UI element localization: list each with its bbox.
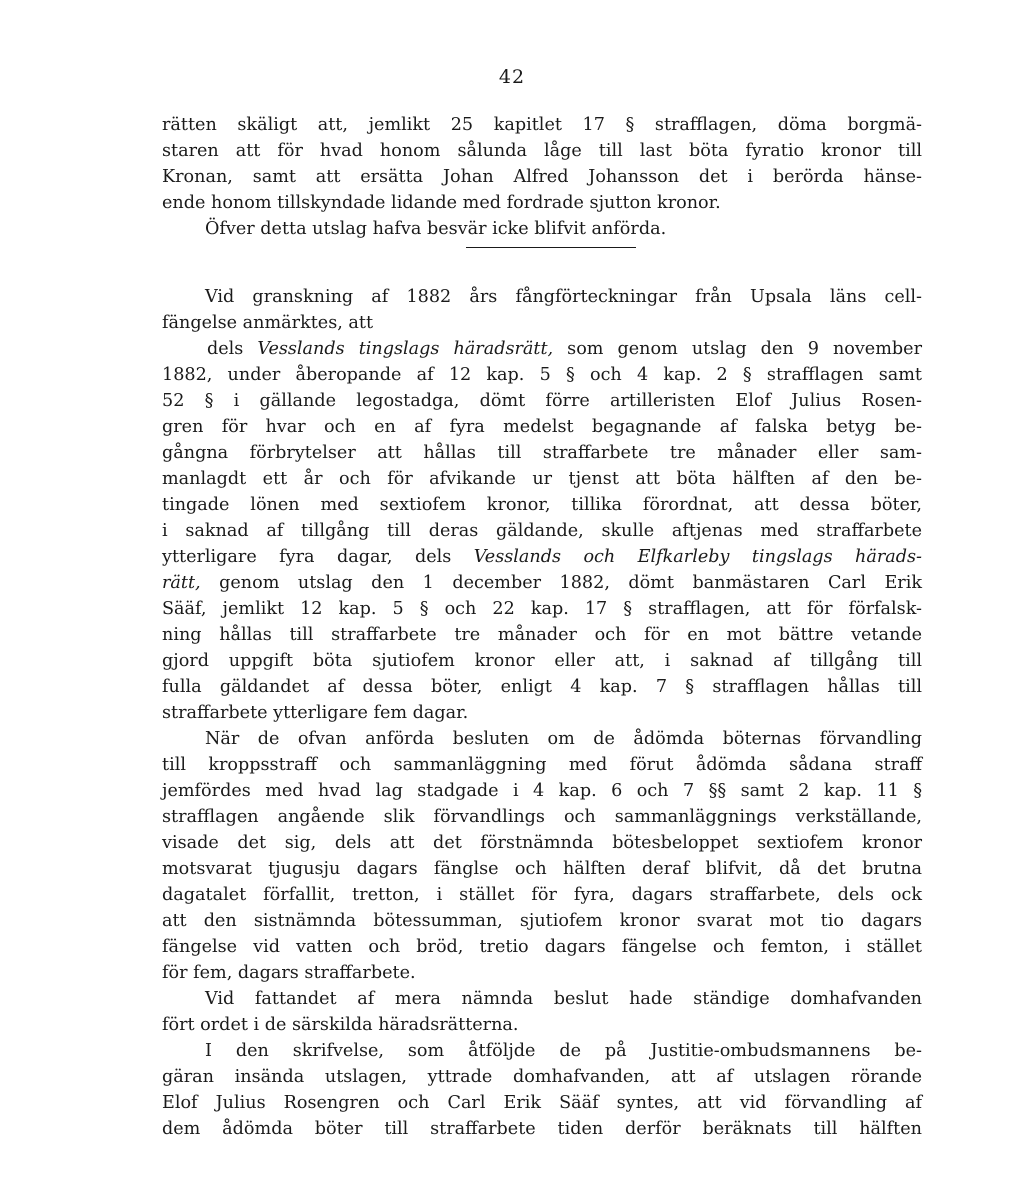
- text-line: [162, 544, 922, 570]
- text-line: visade det sig, dels att det förstnämnda bötesbeloppet sextiofem kronor: [162, 833, 922, 853]
- text-fragment: genom utslag den 1 december 1882, dömt banmästaren Carl Erik: [200, 573, 922, 593]
- text-line: Kronan, samt att ersätta Johan Alfred Johansson det i berörda hänse-: [162, 167, 922, 187]
- page-number: 42: [498, 66, 526, 88]
- text-line: fulla gäldandet af dessa böter, enligt 4 kap. 7 § strafflagen hållas till: [162, 677, 922, 697]
- text-line: dem ådömda böter till straffarbete tiden derför beräknats till hälften: [162, 1119, 922, 1139]
- text-line: att den sistnämnda bötessumman, sjutiofem kronor svarat mot tio dagars: [162, 911, 922, 931]
- court-name: Vesslands tingslags häradsrätt,: [257, 339, 554, 359]
- text-fragment: som genom utslag den 9 november: [553, 339, 922, 359]
- text-line: motsvarat tjugusju dagars fänglse och hälften deraf blifvit, då det brutna: [162, 859, 922, 879]
- text-line: Öfver detta utslag hafva besvär icke blifvit anförda.: [205, 219, 667, 239]
- text-line: [207, 336, 922, 362]
- text-line: staren att för hvad honom sålunda låge till last böta fyratio kronor till: [162, 141, 922, 161]
- text-line: fängelse vid vatten och bröd, tretio dagars fängelse och femton, i stället: [162, 937, 922, 957]
- text-line: ning hållas till straffarbete tre månader och för en mot bättre vetande: [162, 625, 922, 645]
- text-line: När de ofvan anförda besluten om de ådömda böternas förvandling: [205, 729, 922, 749]
- text-line: till kroppsstraff och sammanläggning med förut ådömda sådana straff: [162, 755, 922, 775]
- text-fragment: ytterligare fyra dagar, dels: [162, 547, 474, 567]
- text-line: ende honom tillskyndade lidande med fordrade sjutton kronor.: [162, 193, 721, 213]
- text-line: för fem, dagars straffarbete.: [162, 963, 416, 983]
- text-line: fört ordet i de särskilda häradsrätterna.: [162, 1015, 519, 1035]
- text-line: gångna förbrytelser att hållas till straffarbete tre månader eller sam-: [162, 443, 922, 463]
- text-line: tingade lönen med sextiofem kronor, tillika förordnat, att dessa böter,: [162, 495, 922, 515]
- text-line: gren för hvar och en af fyra medelst begagnande af falska betyg be-: [162, 417, 922, 437]
- text-line: manlagdt ett år och för afvikande ur tjenst att böta hälften af den be-: [162, 469, 922, 489]
- text-line: jemfördes med hvad lag stadgade i 4 kap. 6 och 7 §§ samt 2 kap. 11 §: [162, 781, 922, 801]
- text-line: Sääf, jemlikt 12 kap. 5 § och 22 kap. 17 § strafflagen, att för förfalsk-: [162, 599, 922, 619]
- text-line: dagatalet förfallit, tretton, i stället för fyra, dagars straffarbete, dels ock: [162, 885, 922, 905]
- section-divider: [466, 247, 636, 248]
- text-fragment: dels: [207, 339, 258, 359]
- text-line: fängelse anmärktes, att: [162, 313, 374, 333]
- text-line: rätten skäligt att, jemlikt 25 kapitlet 17 § strafflagen, döma borgmä-: [162, 115, 922, 135]
- court-name: rätt,: [162, 573, 201, 593]
- text-line: strafflagen angående slik förvandlings och sammanläggnings verkställande,: [162, 807, 922, 827]
- text-line: 1882, under åberopande af 12 kap. 5 § och 4 kap. 2 § strafflagen samt: [162, 365, 922, 385]
- text-line: gäran insända utslagen, yttrade domhafvanden, att af utslagen rörande: [162, 1067, 922, 1087]
- text-line: 52 § i gällande legostadga, dömt förre artilleristen Elof Julius Rosen-: [162, 391, 922, 411]
- text-line: straffarbete ytterligare fem dagar.: [162, 703, 469, 723]
- text-line: [162, 570, 922, 596]
- court-name: Vesslands och Elfkarleby tingslags härads-: [473, 547, 922, 567]
- text-line: Vid fattandet af mera nämnda beslut hade ständige domhafvanden: [205, 989, 922, 1009]
- text-line: Vid granskning af 1882 års fångförteckningar från Upsala läns cell-: [205, 287, 922, 307]
- text-line: Elof Julius Rosengren och Carl Erik Sääf syntes, att vid förvandling af: [162, 1093, 922, 1113]
- text-line: i saknad af tillgång till deras gäldande, skulle aftjenas med straffarbete: [162, 521, 922, 541]
- text-line: gjord uppgift böta sjutiofem kronor eller att, i saknad af tillgång till: [162, 651, 922, 671]
- text-line: I den skrifvelse, som åtföljde de på Justitie-ombudsmannens be-: [205, 1041, 922, 1061]
